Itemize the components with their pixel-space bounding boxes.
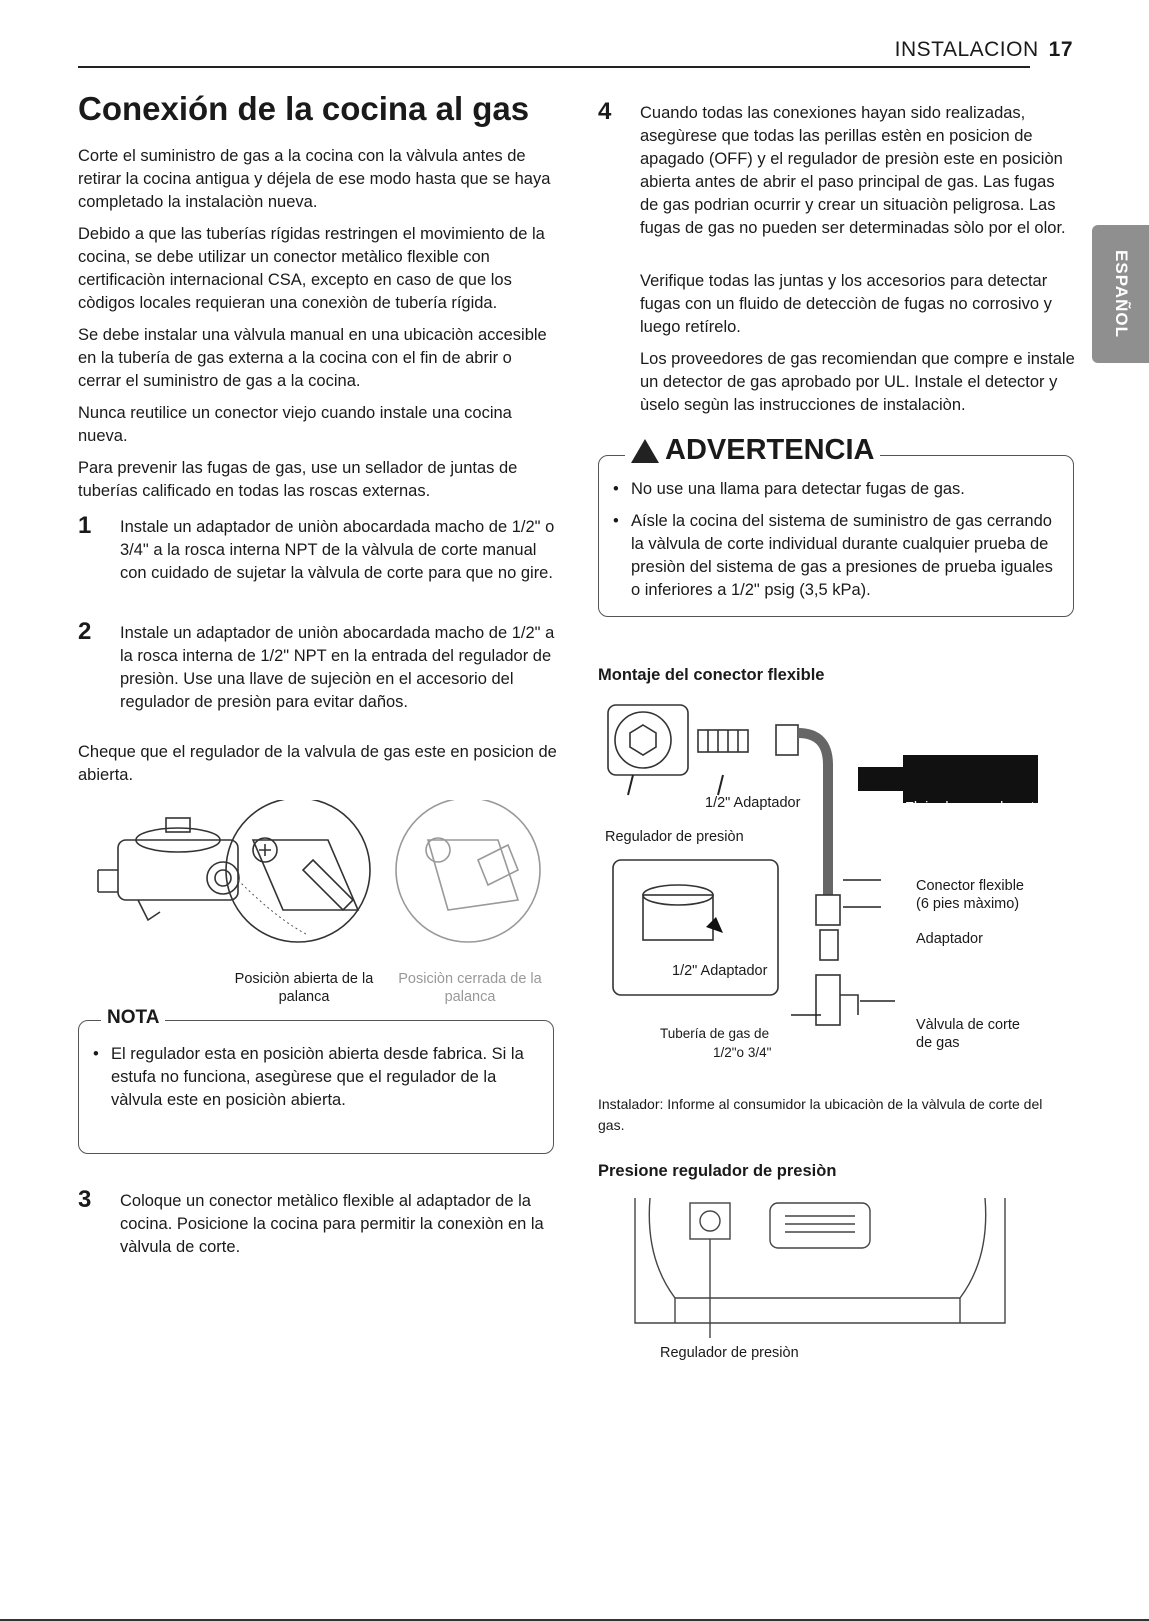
intro-paragraph: Se debe instalar una vàlvula manual en una ubicaciòn accesible en la tubería de gas externa a la cocina con el fin de abrir o cerrar el suministro de gas a la cocina. — [78, 326, 547, 390]
step4-detector: Los proveedores de gas recomiendan que compre e instale un detector de gas aprobado por UL. Instale el detector y ùselo segùn las instrucciones de instalaciòn. — [640, 350, 1075, 414]
gas-pipe-size-label: 1/2"o 3/4" — [713, 1045, 772, 1060]
regulator-label: Regulador de presiòn — [605, 829, 744, 845]
intro-paragraph: Para prevenir las fugas de gas, use un sellador de juntas de tuberías calificado en todas las roscas externas. — [78, 459, 518, 500]
montaje-title: Montaje del conector flexible — [598, 666, 825, 684]
regulator-location-illustration — [630, 1198, 1010, 1338]
step-number: 2 — [78, 618, 92, 645]
step-4 — [598, 98, 1068, 240]
page-title: Conexión de la cocina al gas — [78, 90, 530, 127]
gas-pipe-label: Tubería de gas de — [660, 1026, 770, 1041]
flex-connector-label: Conector flexible — [916, 878, 1024, 894]
adapter-label: Adaptador — [916, 931, 983, 947]
page-number: 17 — [1048, 38, 1073, 61]
page-header — [895, 38, 1073, 62]
step-number: 1 — [78, 512, 92, 539]
flex-connector-max-label: (6 pies màximo) — [916, 896, 1020, 912]
regulator-lever-illustration — [78, 800, 548, 970]
step-1 — [78, 512, 558, 585]
language-tab-label: ESPAÑOL — [1111, 250, 1131, 338]
step-text: Instale un adaptador de uniòn abocardada macho de 1/2" a la rosca interna de 1/2" NPT en la entrada del regulador de presiòn. Use una llave de sujeciòn en el accesorio del regulador de presiòn para evitar daños. — [120, 624, 555, 711]
nota-list — [91, 1043, 539, 1121]
presione-title: Presione regulador de presiòn — [598, 1162, 837, 1180]
step-text: Instale un adaptador de uniòn abocardada macho de 1/2" o 3/4" a la rosca interna NPT de la vàlvula de corte manual con cuidado de sujetar la vàlvula de corte para que no gire. — [120, 518, 555, 582]
intro-paragraph: Corte el suministro de gas a la cocina con la vàlvula antes de retirar la cocina antigua y déjela de ese modo hasta que se haya completado la instalaciòn nueva. — [78, 147, 551, 211]
shutoff-valve-label: Vàlvula de corte — [916, 1017, 1020, 1033]
section-name: INSTALACION — [894, 38, 1039, 61]
nota-box — [78, 1007, 554, 1154]
step-3 — [78, 1186, 558, 1259]
advertencia-heading — [625, 434, 880, 467]
warning-icon — [631, 439, 659, 463]
adapter-half-label: 1/2" Adaptador — [705, 795, 801, 811]
installer-note: Instalador: Informe al consumidor la ubicaciòn de la vàlvula de corte del gas. — [598, 1096, 1043, 1133]
inset-adapter-label: 1/2" Adaptador — [672, 963, 768, 979]
step-number: 4 — [598, 98, 612, 125]
lever-open-label: Posiciòn abierta de la palanca — [234, 971, 374, 1005]
regulator-location-label: Regulador de presiòn — [660, 1345, 799, 1361]
advertencia-item: • No use una llama para detectar fugas de gas. — [611, 478, 1061, 501]
step-number: 3 — [78, 1186, 92, 1213]
step-text: Coloque un conector metàlico flexible al adaptador de la cocina. Posicione la cocina para permitir la conexiòn en la vàlvula de corte. — [120, 1192, 544, 1256]
advertencia-item: • Aísle la cocina del sistema de suministro de gas cerrando la vàlvula de corte individual durante cualquier prueba de presiòn del sistema de gas a presiones de prueba iguales o inferiores a 1/2" psig (3,5 kPa). — [611, 510, 1061, 602]
nota-title: NOTA — [101, 1007, 165, 1029]
advertencia-title: ADVERTENCIA — [665, 434, 875, 466]
nota-item: • El regulador esta en posiciòn abierta desde fabrica. Si la estufa no funciona, asegùrese que el regulador de la vàlvula este en posiciòn abierta. — [91, 1043, 539, 1112]
step-2 — [78, 618, 558, 714]
check-text: Cheque que el regulador de la valvula de gas este en posicion de abierta. — [78, 743, 557, 784]
intro-section — [78, 145, 558, 512]
lever-closed-label: Posiciòn cerrada de la palanca — [398, 971, 542, 1005]
language-tab — [1092, 225, 1149, 363]
gas-flow-label: Flujo de gas a la estufa — [905, 800, 1055, 816]
advertencia-list — [611, 478, 1061, 611]
shutoff-valve-label-2: de gas — [916, 1035, 960, 1051]
step4-verify: Verifique todas las juntas y los accesorios para detectar fugas con un fluido de detecciòn de fugas no corrosivo y luego retírelo. — [640, 272, 1052, 336]
step-text: Cuando todas las conexiones hayan sido realizadas, asegùrese que todas las perillas estèn en posicion de apagado (OFF) y el regulador de presiòn este en posiciòn abierta antes de abrir el paso principal de gas. Las fugas de gas podrian ocurrir y crear un situaciòn peligrosa. Las fugas de gas no pueden ser determinadas sòlo por el olor. — [640, 104, 1066, 237]
header-rule — [78, 66, 1030, 68]
advertencia-box — [598, 434, 1074, 617]
intro-paragraph: Nunca reutilice un conector viejo cuando instale una cocina nueva. — [78, 404, 512, 445]
intro-paragraph: Debido a que las tuberías rígidas restringen el movimiento de la cocina, se debe utilizar un conector metàlico flexible con certificaciòn internacional CSA, excepto en caso de que los còdigos locales requieran una conexiòn de tubería rígida. — [78, 225, 545, 312]
